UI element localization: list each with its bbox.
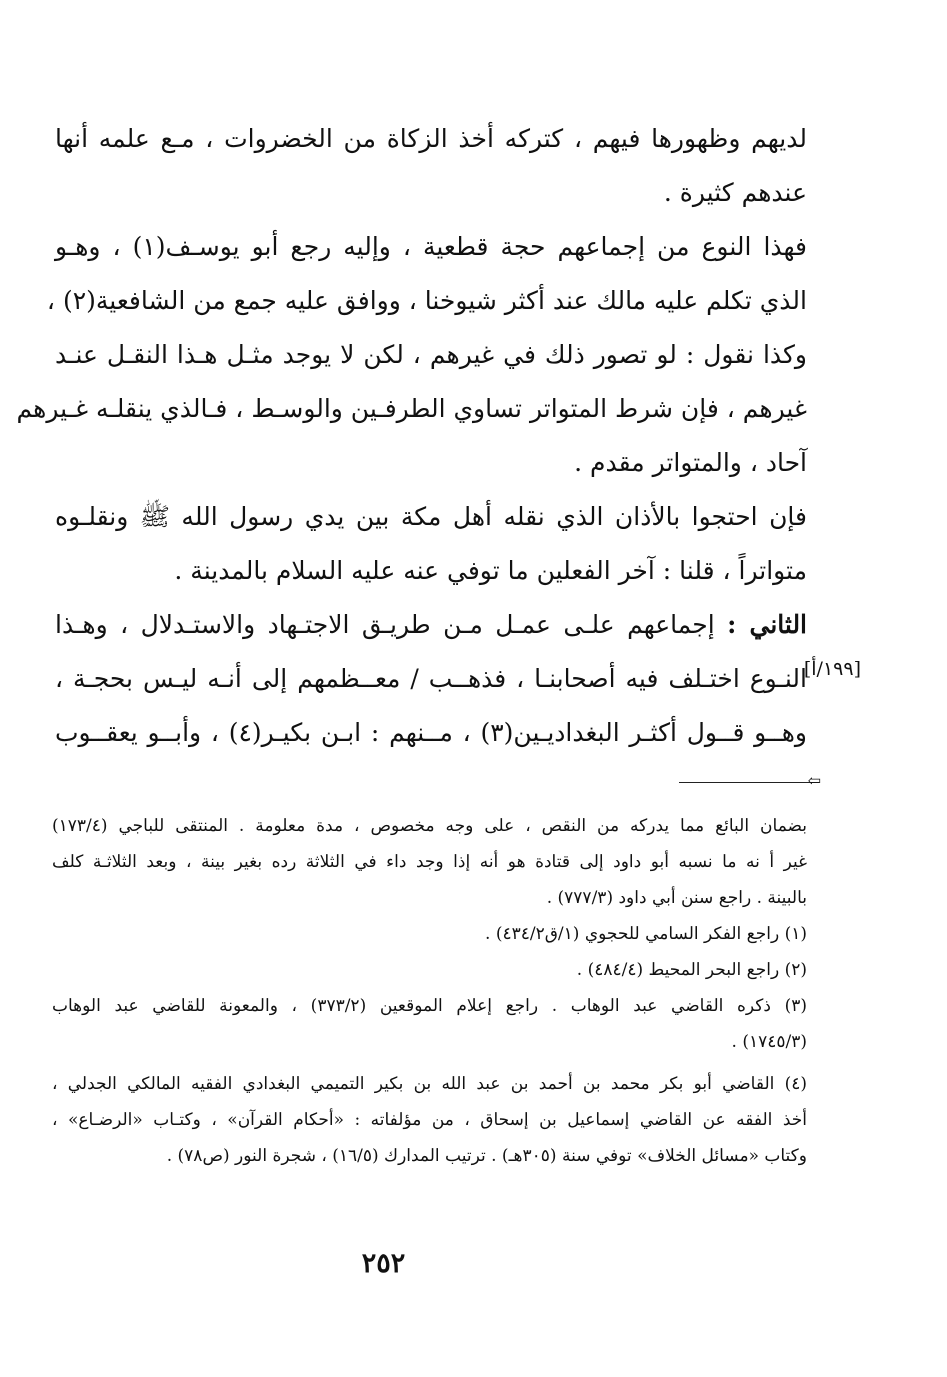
footnote-3: (٣) ذكره القاضي عبد الوهاب . راجع إعلام الموقعين (٣٧٣/٢) ، والمعونة للقاضي عبد الوهاب [52, 996, 807, 1016]
text-line: عندهم كثيرة . [663, 178, 807, 207]
text-line: فإن احتجوا بالأذان الذي نقله أهل مكة بين يدي رسول الله ﷺ ونقلـوه [55, 502, 807, 531]
footnotes-block [52, 808, 807, 1174]
footnote-3-continued: (١٧٤٥/٣) . [731, 1032, 807, 1052]
footnote-line: بضمان البائع مما يدركه من النقص ، على وجه مخصوص ، مدة معلومة . المنتقى للباجي (١٧٣/٤) [52, 816, 807, 836]
text-line: فهذا النوع من إجماعهم حجة قطعية ، وإليه رجع أبو يوسـف(١) ، وهـو [55, 232, 807, 261]
page-number: ٢٥٢ [361, 1248, 406, 1279]
section-label-thani: الثاني : [727, 610, 808, 639]
footnote-4-continued: أخذ الفقه عن القاضي إسماعيل بن إسحاق ، من مؤلفاته : «أحكام القرآن» ، وكتـاب «الرضـاع» ، [52, 1110, 807, 1130]
footnote-line: بالبينة . راجع سنن أبي داود (٧٧٧/٣) . [546, 888, 807, 908]
text-line: النـوع اختـلف فيه أصحابنـا ، فذهــب / معــظمهم إلى أنـه ليـس بحجـة ، [55, 664, 807, 693]
footnote-4-continued: وكتاب «مسائل الخلاف» توفي سنة (٣٠٥هـ) . ترتيب المدارك (١٦/٥) ، شجرة النور (ص٧٨) . [166, 1146, 807, 1166]
text-line: متواتراً ، قلنا : آخر الفعلين ما توفي عنه عليه السلام بالمدينة . [174, 556, 807, 585]
manuscript-folio-reference: [١٩٩/أ] [803, 658, 861, 680]
footnote-2: (٢) راجع البحر المحيط (٤٨٤/٤) . [576, 960, 807, 980]
text-line: الذي تكلم عليه مالك عند أكثر شيوخنا ، ووافق عليه جمع من الشافعية(٢) ، [46, 286, 807, 315]
footnote-1: (١) راجع الفكر السامي للحجوي (١/ق٤٣٤/٢) . [485, 924, 807, 944]
text-line: غيرهم ، فإن شرط المتواتر تساوي الطرفـين والوسـط ، فـالذي ينقلـه غـيرهم [16, 394, 807, 423]
footnote-line: غير أ نه ما نسبه أبو داود إلى قتادة هو أنه إذا وجد داء في الثلاثة رده بغير بينة ، وبعد الثلاثـة كلف [52, 852, 807, 872]
text-line: آحاد ، والمتواتر مقدم . [574, 448, 807, 477]
text-line-content: إجماعهم علـى عمـل مـن طريـق الاجتـهاد والاستـدلال ، وهـذا [55, 610, 715, 639]
footnote-4: (٤) القاضي أبو بكر محمد بن أحمد بن عبد الله بن بكير التميمي البغدادي الفقيه المالكي الجدلي ، [52, 1074, 807, 1094]
text-line-second-section [55, 598, 807, 652]
text-line: وهــو قــول أكثـر البغداديـين(٣) ، مــنهم : ابـن بكيـر(٤) ، وأبــو يعقــوب [55, 718, 807, 747]
footnote-separator-rule [679, 782, 819, 783]
footnote-continuation-arrow-icon: ⇦ [807, 771, 821, 790]
main-text-block [16, 112, 808, 760]
text-line: لديهم وظهورها فيهم ، كتركه أخذ الزكاة من الخضروات ، مـع علمه أنها [55, 124, 807, 153]
text-line: وكذا نقول : لو تصور ذلك في غيرهم ، لكن لا يوجد مثـل هـذا النقـل عنـد [55, 340, 807, 369]
